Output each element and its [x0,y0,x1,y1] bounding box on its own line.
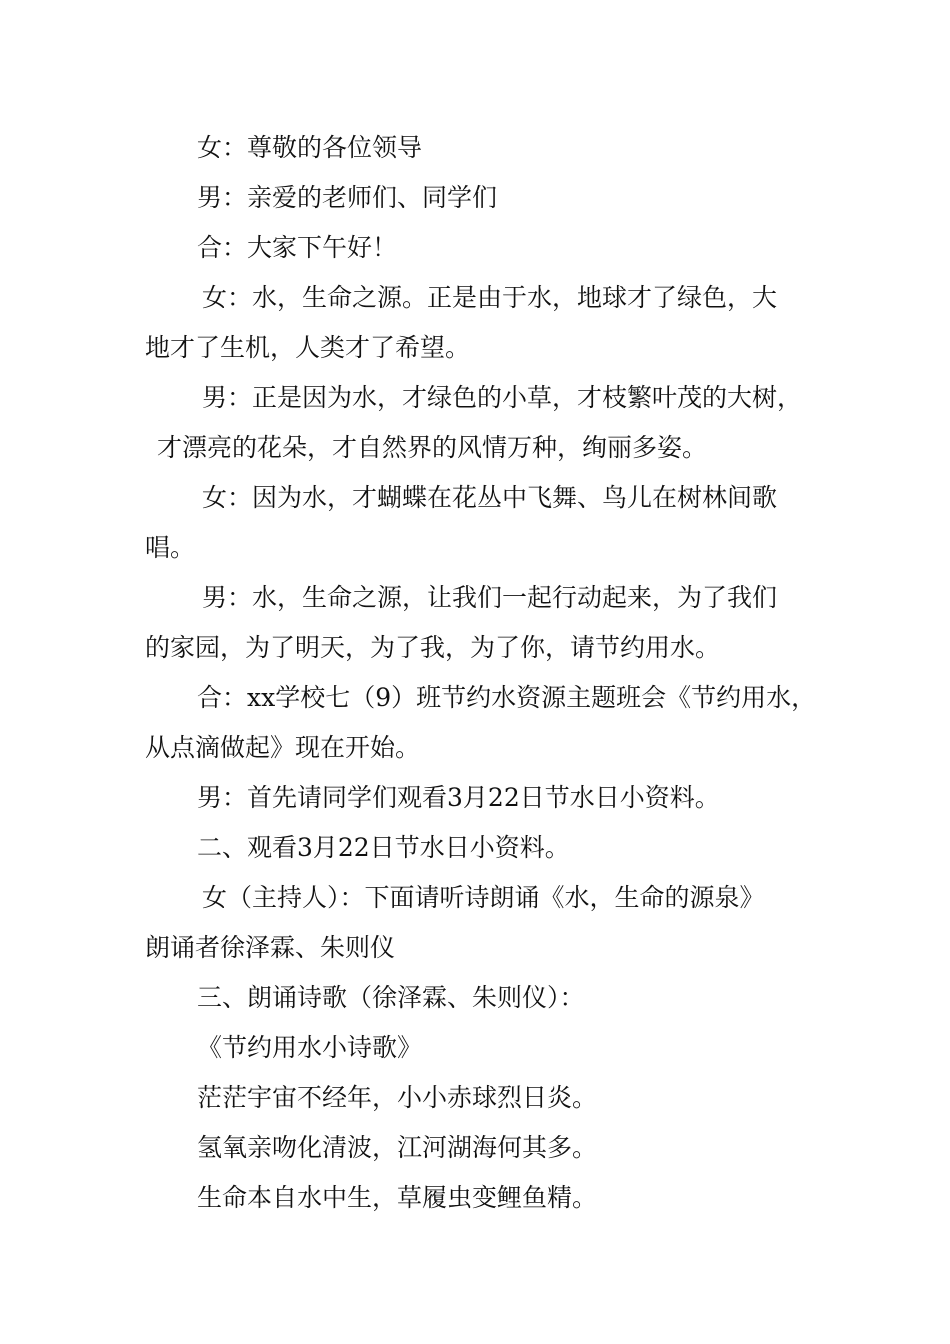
dialogue-line: 合：大家下午好！ [197,233,398,262]
dialogue-line-continued: 的家园，为了明天，为了我，为了你，请节约用水。 [145,633,721,662]
dialogue-line: 女：因为水，才蝴蝶在花丛中飞舞、鸟儿在树林间歌 [202,483,778,512]
dialogue-line-continued: 地才了生机，人类才了希望。 [145,333,471,362]
dialogue-line: 女：水，生命之源。正是由于水，地球才了绿色，大 [202,283,778,312]
dialogue-line: 男：水，生命之源，让我们一起行动起来，为了我们 [202,583,778,612]
dialogue-line: 男：正是因为水，才绿色的小草，才枝繁叶茂的大树， [202,383,803,412]
dialogue-line-continued: 才漂亮的花朵，才自然界的风情万种，绚丽多姿。 [157,433,708,462]
section-heading: 三、朗诵诗歌（徐泽霖、朱则仪）： [197,983,585,1012]
dialogue-line: 男：亲爱的老师们、同学们 [197,183,498,212]
section-heading: 二、观看3月22日节水日小资料。 [197,833,570,862]
dialogue-line-continued: 朗诵者徐泽霖、朱则仪 [145,933,396,962]
poem-line: 氢氧亲吻化清波，江河湖海何其多。 [197,1133,598,1162]
dialogue-line: 男：首先请同学们观看3月22日节水日小资料。 [197,783,720,812]
poem-line: 生命本自水中生，草履虫变鲤鱼精。 [197,1183,598,1212]
dialogue-line: 合：xx学校七（9）班节约水资源主题班会《节约用水， [197,683,817,712]
dialogue-line: 女（主持人）：下面请听诗朗诵《水，生命的源泉》 [202,883,765,912]
dialogue-line-continued: 唱。 [145,533,196,562]
dialogue-line-continued: 从点滴做起》现在开始。 [145,733,421,762]
poem-title: 《节约用水小诗歌》 [197,1033,423,1062]
poem-line: 茫茫宇宙不经年，小小赤球烈日炎。 [197,1083,598,1112]
dialogue-line: 女：尊敬的各位领导 [197,133,423,162]
